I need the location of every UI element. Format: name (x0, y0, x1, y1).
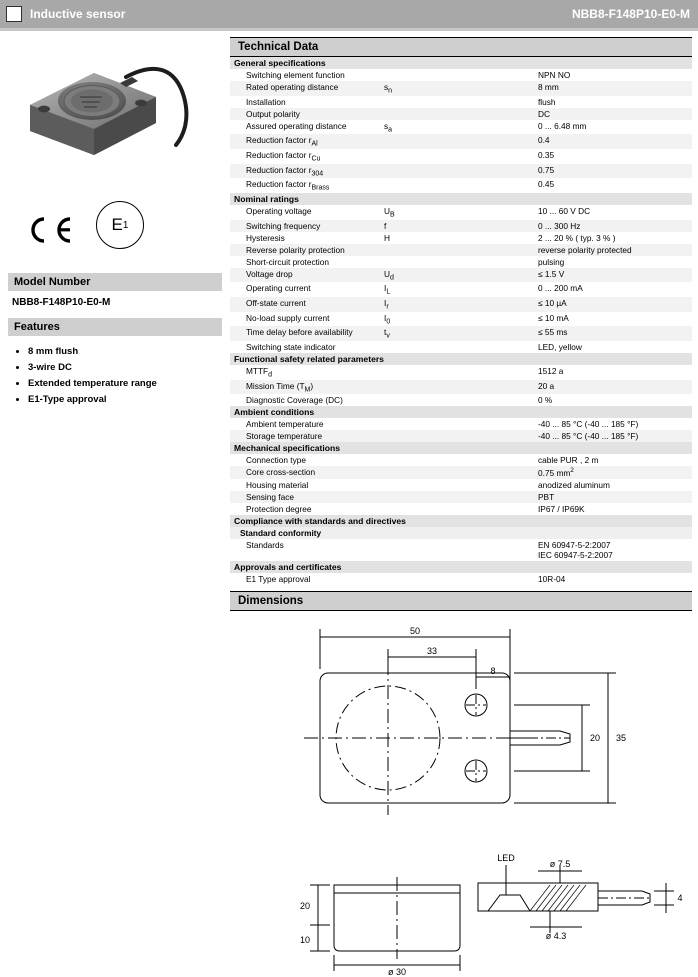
spec-value: PBT (538, 491, 555, 502)
spec-value: 0 ... 300 Hz (538, 220, 581, 231)
table-row (230, 96, 692, 108)
table-group-label: Compliance with standards and directives (230, 515, 692, 527)
spec-value: EN 60947-5-2:2007 IEC 60947-5-2:2007 (538, 539, 613, 560)
spec-value: 0.75 $mm^2$ (538, 467, 574, 478)
spec-value: 1512 a (538, 365, 564, 376)
table-group-header (230, 353, 692, 365)
spec-symbol (384, 365, 538, 380)
spec-label: Installation (246, 96, 286, 107)
spec-value: 0.75 (538, 164, 555, 175)
e1-approval-icon (96, 201, 144, 249)
spec-label: Hysteresis (246, 232, 285, 243)
approval-marks (8, 201, 222, 263)
table-row (230, 178, 692, 193)
table-subgroup-label: Standard conformity (230, 527, 692, 539)
spec-value: ≤ 55 ms (538, 327, 568, 338)
dim-label-20: 20 (589, 732, 601, 743)
spec-value: IP67 / IP69K (538, 503, 585, 514)
spec-symbol (384, 149, 538, 164)
spec-label: Short-circuit protection (246, 256, 330, 267)
model-number-value: NBB8-F148P10-E0-M (12, 297, 111, 308)
spec-value: reverse polarity protected (538, 244, 632, 255)
spec-value: 8 mm (538, 82, 559, 92)
table-row (230, 282, 692, 297)
spec-label: Switching element function (246, 70, 345, 80)
spec-label: Reduction factor $r_{Brass}$ (246, 179, 330, 192)
table-group-header (230, 406, 692, 418)
table-row (230, 539, 692, 561)
list-item: • 3-wire DC (28, 362, 216, 373)
spec-symbol (384, 134, 538, 149)
spec-value: -40 ... 85 °C (-40 ... 185 °F) (538, 431, 639, 442)
spec-label: Reverse polarity protection (246, 244, 345, 255)
spec-symbol (384, 539, 538, 561)
table-row (230, 164, 692, 179)
table-row (230, 220, 692, 232)
spec-value: 10R-04 (538, 573, 566, 584)
dim-label-d43: ø 4.3 (545, 930, 567, 941)
table-row (230, 108, 692, 120)
ce-mark-icon (22, 215, 74, 252)
spec-value: flush (538, 96, 556, 107)
spec-symbol: $I_0$ (384, 312, 391, 326)
dim-label-d30: ø 30 (387, 966, 407, 975)
list-item: • 8 mm flush (28, 346, 216, 357)
spec-symbol (384, 503, 538, 515)
spec-value: ≤ 1.5 V (538, 268, 565, 279)
spec-value: -40 ... 85 °C (-40 ... 185 °F) (538, 419, 639, 430)
spec-symbol (384, 466, 538, 479)
table-group-header (230, 561, 692, 573)
dim-label-33: 33 (426, 645, 438, 656)
spec-label: Reduction factor $r_{Al}$ (246, 135, 318, 148)
table-row (230, 341, 692, 353)
table-row (230, 430, 692, 442)
features-heading: Features (8, 318, 222, 336)
table-group-header (230, 193, 692, 205)
spec-symbol: $s_n$ (384, 82, 393, 95)
spec-label: E1 Type approval (246, 573, 311, 584)
spec-value: 0.45 (538, 179, 555, 190)
sensor-symbol-icon (6, 6, 22, 22)
dim-label-35: 35 (615, 732, 627, 743)
spec-label: Voltage drop (246, 268, 293, 279)
table-group-header (230, 515, 692, 527)
technical-data-table (230, 57, 692, 585)
dim-label-4: 4 (677, 892, 683, 903)
spec-value: LED, yellow (538, 341, 582, 352)
table-group-label: General specifications (230, 57, 692, 69)
table-row (230, 81, 692, 96)
page-header (0, 0, 698, 28)
table-row (230, 503, 692, 515)
spec-value: ≤ 10 mA (538, 312, 569, 323)
table-row (230, 466, 692, 479)
table-row (230, 256, 692, 268)
table-row (230, 479, 692, 491)
table-row (230, 205, 692, 220)
spec-symbol (384, 244, 538, 256)
spec-symbol (384, 256, 538, 268)
page-title: Inductive sensor (30, 7, 126, 21)
spec-label: Switching frequency (246, 220, 321, 231)
dimensions-heading: Dimensions (230, 591, 692, 611)
right-column (230, 31, 698, 977)
table-row (230, 491, 692, 503)
table-row (230, 312, 692, 327)
dim-label-side-20: 20 (299, 900, 311, 911)
spec-value: 10 ... 60 V DC (538, 205, 591, 216)
product-photo-graphic (8, 39, 222, 179)
table-row (230, 454, 692, 466)
table-row (230, 297, 692, 312)
table-group-label: Mechanical specifications (230, 442, 692, 454)
dim-label-8: 8 (490, 665, 496, 676)
dim-label-led: LED (497, 852, 515, 863)
spec-value: NPN NO (538, 70, 571, 80)
spec-label: Operating voltage (246, 205, 312, 216)
spec-value: 2 ... 20 % ( typ. 3 % ) (538, 232, 616, 243)
spec-value: 20 a (538, 380, 555, 391)
spec-label: Reduction factor $r_{Cu}$ (246, 149, 321, 163)
spec-label: Core cross-section (246, 467, 316, 478)
spec-symbol: $U_d$ (384, 268, 394, 282)
table-row (230, 268, 692, 283)
spec-label: Standards (246, 539, 284, 550)
spec-symbol (384, 69, 538, 81)
spec-value: 0 ... 200 mA (538, 283, 583, 294)
spec-symbol: $s_a$ (384, 120, 393, 134)
table-group-label: Ambient conditions (230, 406, 692, 418)
list-item: • E1-Type approval (28, 394, 216, 405)
e1-letter: E (111, 215, 123, 234)
product-photo (8, 39, 222, 179)
technical-data-heading: Technical Data (230, 37, 692, 57)
spec-value: pulsing (538, 256, 565, 267)
left-column (0, 31, 230, 977)
features-list (12, 346, 216, 405)
spec-label: Reduction factor $r_{304}$ (246, 164, 324, 178)
spec-label: Switching state indicator (246, 341, 336, 352)
model-number-heading: Model Number (8, 273, 222, 291)
table-row (230, 69, 692, 81)
table-row (230, 573, 692, 585)
model-number-body (8, 291, 222, 308)
spec-symbol: $t_v$ (384, 327, 390, 340)
features-body (8, 336, 222, 405)
header-model-number: NBB8-F148P10-E0-M (571, 7, 690, 21)
table-group-label: Functional safety related parameters (230, 353, 692, 365)
spec-symbol: f (384, 220, 387, 231)
spec-label: Protection degree (246, 503, 312, 514)
table-row (230, 380, 692, 395)
header-left-group (6, 6, 125, 22)
spec-symbol: $I_L$ (384, 283, 391, 296)
dimensions-drawing (230, 611, 692, 977)
dimensions-graphic (230, 615, 692, 975)
spec-symbol (384, 430, 538, 442)
spec-label: Off-state current (246, 297, 306, 308)
spec-value: anodized aluminum (538, 479, 610, 490)
spec-label: Diagnostic Coverage (DC) (246, 395, 343, 406)
page-body (0, 31, 698, 977)
spec-label: Operating current (246, 283, 311, 294)
table-row (230, 120, 692, 135)
table-subgroup-header (230, 527, 692, 539)
table-row (230, 244, 692, 256)
spec-label: Storage temperature (246, 431, 323, 442)
spec-label: Housing material (246, 479, 309, 490)
spec-label: Ambient temperature (246, 419, 324, 430)
spec-label: Connection type (246, 455, 306, 466)
table-row (230, 232, 692, 244)
table-group-header (230, 57, 692, 69)
spec-symbol (384, 394, 538, 406)
spec-symbol: H (384, 232, 390, 243)
spec-symbol (384, 479, 538, 491)
spec-symbol (384, 108, 538, 120)
table-row (230, 394, 692, 406)
table-row (230, 418, 692, 430)
table-group-label: Nominal ratings (230, 193, 692, 205)
spec-label: Output polarity (246, 108, 300, 119)
table-row (230, 365, 692, 380)
ce-mark-graphic (22, 215, 74, 245)
spec-symbol: $U_B$ (384, 205, 395, 219)
table-row (230, 149, 692, 164)
spec-label: Sensing face (246, 491, 294, 502)
spec-label: Mission Time $(T_M)$ (246, 380, 314, 394)
spec-symbol (384, 418, 538, 430)
spec-symbol (384, 164, 538, 179)
spec-label: Time delay before availability (246, 327, 353, 338)
spec-label: Assured operating distance (246, 120, 347, 131)
table-row (230, 134, 692, 149)
spec-label: $MTTF_d$ (246, 365, 273, 379)
spec-value: 0.35 (538, 149, 555, 160)
spec-symbol (384, 341, 538, 353)
spec-value: 0 % (538, 395, 553, 406)
list-item: • Extended temperature range (28, 378, 216, 389)
spec-value: 0 ... 6.48 mm (538, 120, 587, 131)
table-row (230, 326, 692, 341)
spec-symbol (384, 96, 538, 108)
spec-label: No-load supply current (246, 312, 330, 323)
dim-label-50: 50 (409, 625, 421, 636)
table-group-header (230, 442, 692, 454)
spec-symbol (384, 178, 538, 193)
spec-value: ≤ 10 µA (538, 297, 567, 308)
spec-symbol (384, 491, 538, 503)
spec-value: 0.4 (538, 135, 550, 146)
spec-label: Rated operating distance (246, 82, 339, 92)
spec-symbol (384, 380, 538, 395)
dim-label-side-10: 10 (299, 934, 311, 945)
e1-number: 1 (122, 219, 129, 231)
spec-symbol (384, 454, 538, 466)
dim-label-d75: ø 7.5 (549, 858, 571, 869)
table-group-label: Approvals and certificates (230, 561, 692, 573)
spec-symbol (384, 573, 538, 585)
spec-symbol: $I_r$ (384, 297, 389, 311)
spec-value: cable PUR , 2 m (538, 455, 599, 466)
spec-value: DC (538, 108, 550, 119)
